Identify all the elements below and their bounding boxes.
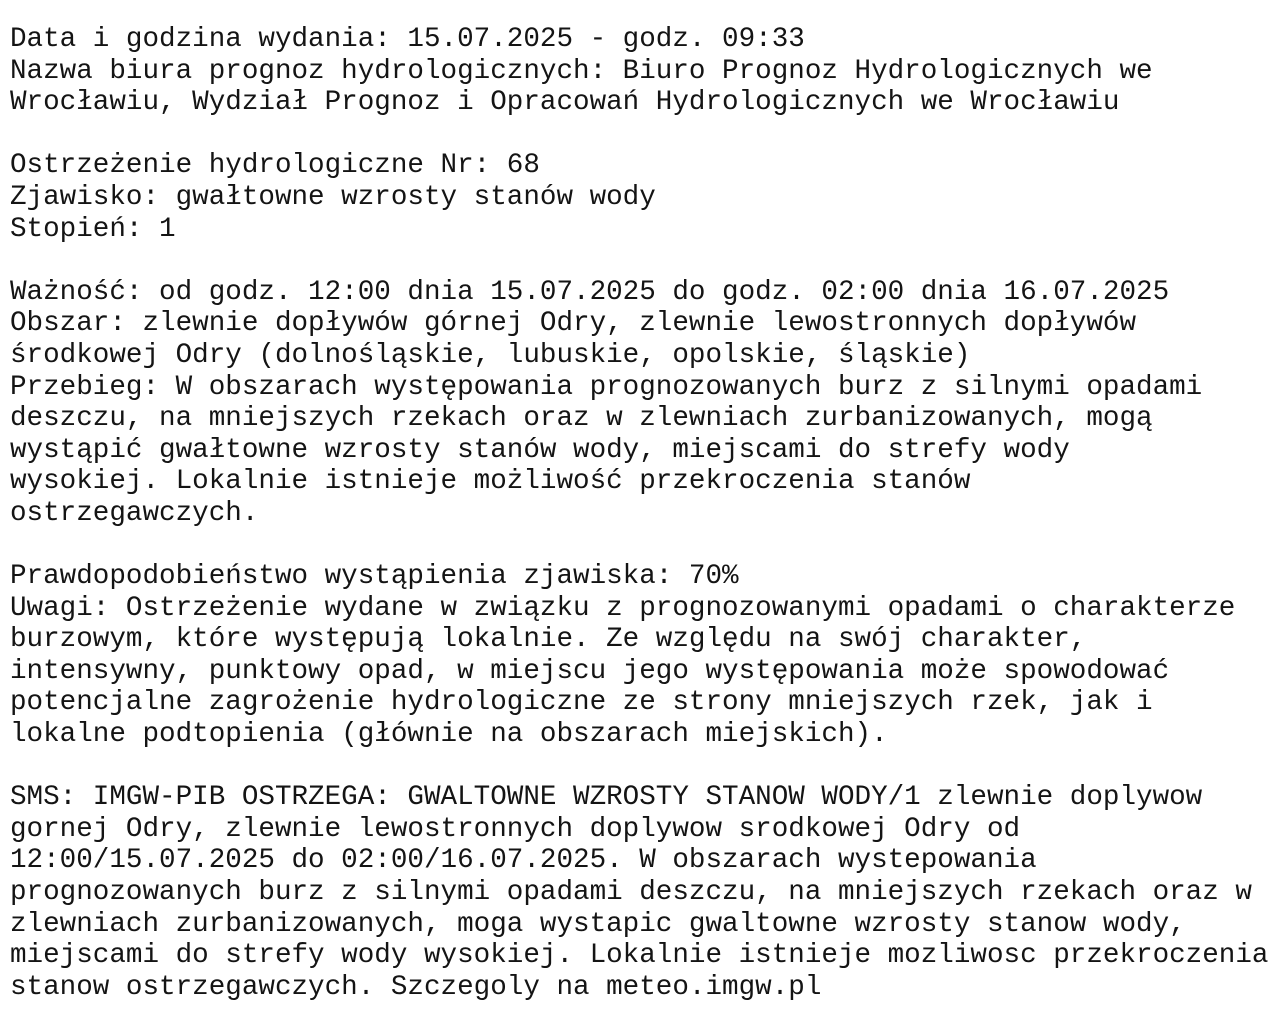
remarks-line: lokalne podtopienia (głównie na obszarach miejskich). xyxy=(10,719,888,751)
sms-line: prognozowanych burz z silnymi opadami deszczu, na mniejszych rzekach oraz w xyxy=(10,877,1252,909)
office-name-line-2: Wrocławiu, Wydział Prognoz i Opracowań Hydrologicznych we Wrocławiu xyxy=(10,87,1120,119)
warning-phenomenon: Zjawisko: gwałtowne wzrosty stanów wody xyxy=(10,181,656,213)
course-line: ostrzegawczych. xyxy=(10,497,259,529)
warning-degree: Stopień: 1 xyxy=(10,213,176,245)
sms-line: zlewniach zurbanizowanych, moga wystapic gwaltowne wzrosty stanow wody, xyxy=(10,908,1186,940)
spacer xyxy=(10,751,1278,783)
course-line: wystąpić gwałtowne wzrosty stanów wody, miejscami do strefy wody xyxy=(10,434,1070,466)
area-line: środkowej Odry (dolnośląskie, lubuskie, opolskie, śląskie) xyxy=(10,339,971,371)
warning-number: Ostrzeżenie hydrologiczne Nr: 68 xyxy=(10,150,540,182)
remarks-line: potencjalne zagrożenie hydrologiczne ze strony mniejszych rzek, jak i xyxy=(10,687,1153,719)
probability: Prawdopodobieństwo wystąpienia zjawiska: 70% xyxy=(10,561,739,593)
spacer xyxy=(10,245,1278,277)
spacer xyxy=(10,119,1278,151)
course-line: Przebieg: W obszarach występowania prognozowanych burz z silnymi opadami xyxy=(10,371,1203,403)
spacer xyxy=(10,530,1278,562)
sms-line: gornej Odry, zlewnie lewostronnych doplywow srodkowej Odry od xyxy=(10,813,1021,845)
sms-line: stanow ostrzegawczych. Szczegoly na meteo.imgw.pl xyxy=(10,971,822,1003)
sms-line: miejscami do strefy wody wysokiej. Lokalnie istnieje mozliwosc przekroczenia xyxy=(10,940,1269,972)
area-line: Obszar: zlewnie dopływów górnej Odry, zlewnie lewostronnych dopływów xyxy=(10,308,1137,340)
hydrological-warning-document xyxy=(10,24,1278,1003)
remarks-line: Uwagi: Ostrzeżenie wydane w związku z prognozowanymi opadami o charakterze xyxy=(10,592,1236,624)
sms-line: 12:00/15.07.2025 do 02:00/16.07.2025. W obszarach wystepowania xyxy=(10,845,1037,877)
sms-line: SMS: IMGW-PIB OSTRZEGA: GWALTOWNE WZROSTY STANOW WODY/1 zlewnie doplywow xyxy=(10,782,1203,814)
remarks-line: intensywny, punktowy opad, w miejscu jego występowania może spowodować xyxy=(10,655,1170,687)
remarks-line: burzowym, które występują lokalnie. Ze względu na swój charakter, xyxy=(10,624,1087,656)
course-line: deszczu, na mniejszych rzekach oraz w zlewniach zurbanizowanych, mogą xyxy=(10,403,1153,435)
course-line: wysokiej. Lokalnie istnieje możliwość przekroczenia stanów xyxy=(10,466,971,498)
issue-datetime: Data i godzina wydania: 15.07.2025 - godz. 09:33 xyxy=(10,24,805,55)
validity-period: Ważność: od godz. 12:00 dnia 15.07.2025 do godz. 02:00 dnia 16.07.2025 xyxy=(10,276,1170,308)
office-name-line-1: Nazwa biura prognoz hydrologicznych: Biuro Prognoz Hydrologicznych we xyxy=(10,55,1153,87)
